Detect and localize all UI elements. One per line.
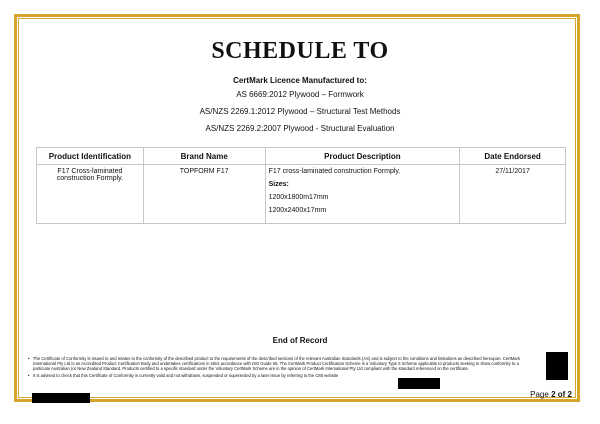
bullet-icon: • (28, 356, 30, 361)
page-total: 2 (567, 390, 572, 399)
header-date-endorsed: Date Endorsed (460, 148, 566, 165)
header-product-identification: Product Identification (37, 148, 144, 165)
description-text: F17 cross-laminated construction Formply. (268, 168, 401, 175)
page-number (530, 390, 572, 399)
size-item: 1200x1800m17mm (268, 194, 329, 201)
cell-product-identification: F17 Cross-laminated construction Formply. (37, 165, 144, 224)
cell-date-endorsed: 27/11/2017 (460, 165, 566, 224)
redaction-block (398, 378, 440, 389)
schedule-table (36, 147, 566, 224)
licence-subtitle: CertMark Licence Manufactured to: (233, 76, 367, 85)
standard-line: AS/NZS 2269.1:2012 Plywood – Structural Test Methods (199, 107, 401, 116)
size-item: 1200x2400x17mm (268, 207, 327, 214)
redaction-block (546, 352, 568, 380)
table-row (37, 165, 566, 224)
footnotes (28, 356, 528, 379)
cell-product-description (265, 165, 460, 224)
standard-line: AS 6669:2012 Plywood – Formwork (236, 90, 364, 99)
redaction-block (32, 393, 90, 403)
bullet-icon: • (28, 372, 30, 378)
page-current: 2 (551, 390, 556, 399)
sizes-label: Sizes: (268, 181, 289, 188)
footnote-item (28, 373, 528, 378)
end-of-record: End of Record (272, 336, 328, 345)
header-product-description: Product Description (265, 148, 460, 165)
header-brand-name: Brand Name (143, 148, 265, 165)
page-of: of (557, 390, 566, 399)
table-header-row (37, 148, 566, 165)
footnote-text: It is advised to check that this Certificate of Conformity is currently valid and not withdrawn, suspended or superseded by a later issue by referring to the CMI website (33, 372, 339, 378)
footnote-item (28, 356, 528, 372)
document-title: SCHEDULE TO (211, 38, 389, 64)
page-label: Page (530, 390, 549, 399)
cell-brand-name: TOPFORM F17 (143, 165, 265, 224)
footnote-text: The Certificate of Conformity is issued to and relates to the conformity of the described product to the requirements of the described sections of the relevant Australian Standards (AS) and is subject to the conditions and limitations as described hereupon. CertMark International Pty Ltd is an Accredited Product Certification Body and undertakes certifications in strict accordance with ISO Guide 65. The CertMark Product Certification Scheme is a Voluntary Type 5 Scheme applicable to products seeking to show conformity to a particular Australian (or New Zealand Standard. Products certified to a specific standard under the Voluntary CertMark Scheme are in the opinion of CertMark International Pty Ltd compliant with the standard referenced on the certificate. (33, 356, 520, 372)
standard-line: AS/NZS 2269.2:2007 Plywood - Structural Evaluation (205, 124, 395, 133)
